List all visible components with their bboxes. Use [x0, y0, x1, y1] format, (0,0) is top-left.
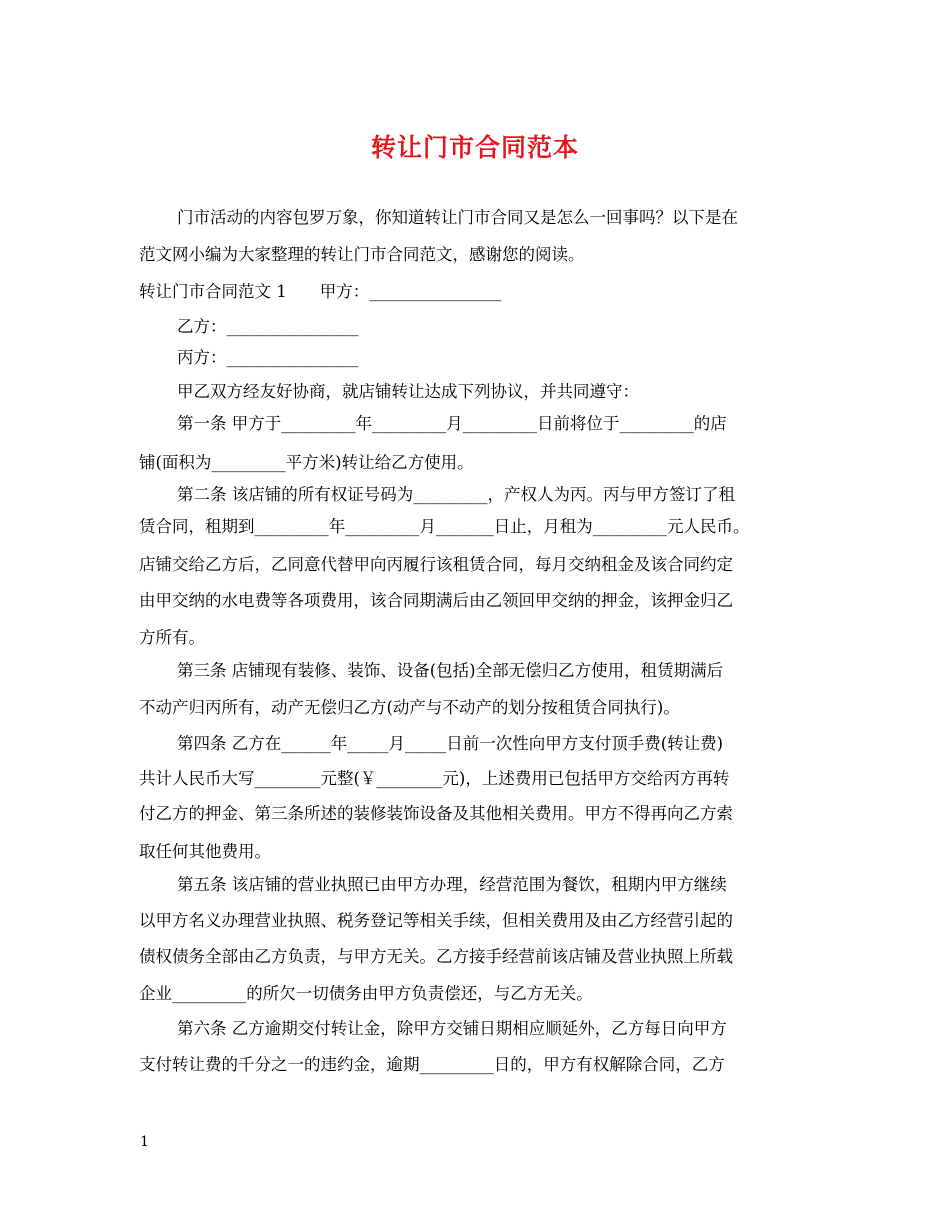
paragraph-line: 以甲方名义办理营业执照、税务登记等相关手续，但相关费用及由乙方经营引起的: [139, 911, 733, 930]
paragraph-line: 企业_________的所欠一切债务由甲方负责偿还，与乙方无关。: [139, 984, 593, 1003]
paragraph-line: 由甲交纳的水电费等各项费用，该合同期满后由乙领回甲交纳的押金，该押金归乙: [139, 591, 733, 610]
paragraph-line: 第一条 甲方于_________年_________月_________日前将位于_________的店: [177, 414, 727, 433]
paragraph-line: 乙方：________________: [177, 317, 359, 336]
paragraph-line: 赁合同，租期到_________年_________月_______日止，月租为_________元人民币。: [139, 517, 750, 536]
paragraph-line: 共计人民币大写________元整(￥________元)，上述费用已包括甲方交给丙方再转: [139, 769, 730, 788]
paragraph-line: 第四条 乙方在______年_____月_____日前一次性向甲方支付顶手费(转让费): [177, 734, 724, 753]
page-number: 1: [140, 1134, 149, 1150]
paragraph-line: 丙方：________________: [177, 348, 359, 367]
paragraph-line: 范文网小编为大家整理的转让门市合同范文，感谢您的阅读。: [139, 245, 585, 264]
paragraph-line: 债权债务全部由乙方负责，与甲方无关。乙方接手经营前该店铺及营业执照上所载: [139, 947, 733, 966]
paragraph-line: 方所有。: [139, 628, 205, 647]
paragraph-line: 第五条 该店铺的营业执照已由甲方办理，经营范围为餐饮，租期内甲方继续: [177, 875, 727, 894]
paragraph-line: 付乙方的押金、第三条所述的装修装饰设备及其他相关费用。甲方不得再向乙方索: [139, 804, 733, 823]
document-title: 转让门市合同范本: [370, 133, 579, 162]
paragraph-line: 第六条 乙方逾期交付转让金，除甲方交铺日期相应顺延外，乙方每日向甲方: [177, 1019, 727, 1038]
paragraph-line: 甲乙双方经友好协商，就店铺转让达成下列协议，并共同遵守：: [177, 382, 639, 401]
paragraph-line: 支付转让费的千分之一的违约金，逾期_________日的，甲方有权解除合同，乙方: [139, 1055, 725, 1074]
paragraph-line: 取任何其他费用。: [139, 842, 271, 861]
paragraph-line: 门市活动的内容包罗万象，你知道转让门市合同又是怎么一回事吗？以下是在: [177, 208, 738, 227]
paragraph-line: 不动产归丙所有，动产无偿归乙方(动产与不动产的划分按租赁合同执行)。: [139, 698, 680, 717]
paragraph-line: 第二条 该店铺的所有权证号码为_________，产权人为丙。丙与甲方签订了租: [177, 485, 735, 504]
paragraph-line: 第三条 店铺现有装修、装饰、设备(包括)全部无偿归乙方使用，租赁期满后: [177, 661, 724, 680]
paragraph-line: 店铺交给乙方后，乙同意代替甲向丙履行该租赁合同，每月交纳租金及该合同约定: [139, 555, 733, 574]
paragraph-line: 转让门市合同范文 1 甲方：________________: [139, 282, 502, 301]
paragraph-line: 铺(面积为_________平方米)转让给乙方使用。: [139, 453, 474, 472]
